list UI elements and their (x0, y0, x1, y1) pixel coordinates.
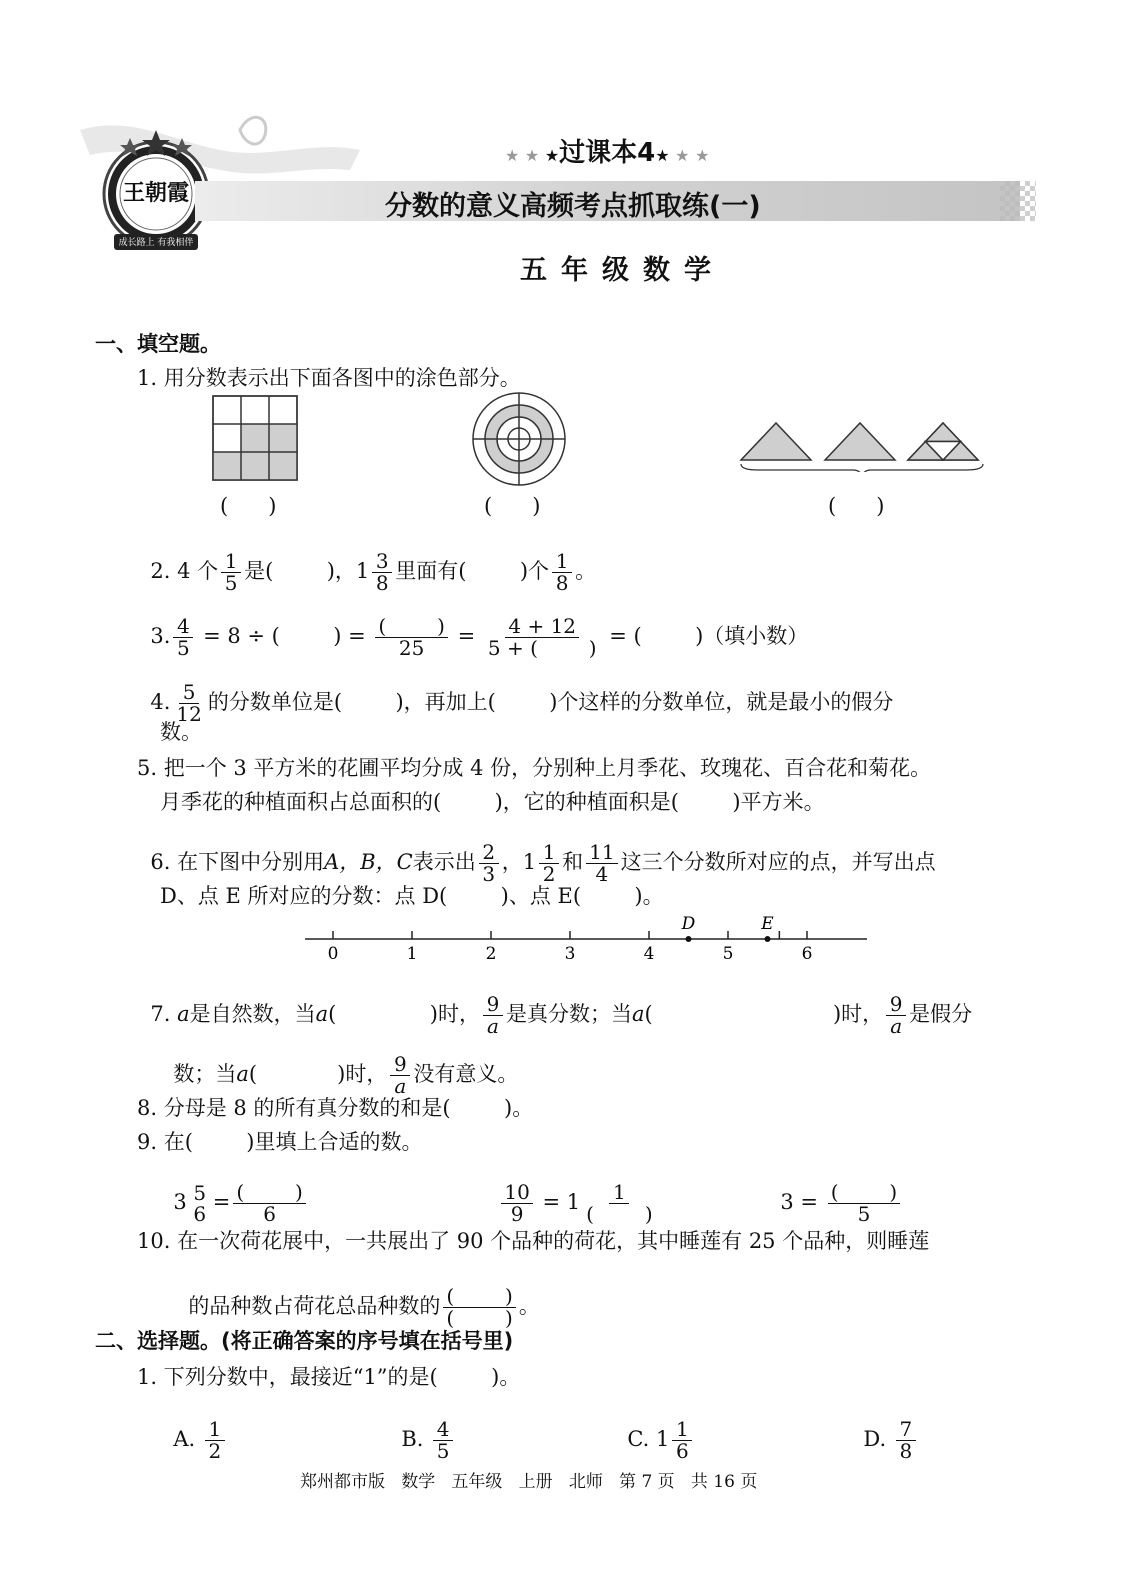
point-D (686, 936, 692, 942)
question-7-cont: 数；当a( )时， $\frac{9}{a}$ 没有意义。 (173, 1052, 519, 1098)
answer-blank[interactable]: ( ) (484, 494, 541, 518)
question-7: 7. a是自然数，当a( )时， $\frac{9}{a}$ 是真分数；当a( )时， $\frac{9}{a}$ 是假分 (150, 992, 973, 1038)
page-footer: 郑州都市版 数学 五年级 上册 北师 第 7 页 共 16 页 (300, 1472, 758, 1492)
fraction: $\frac{1}{2}$ (205, 1419, 225, 1462)
fraction: $\frac{1}{5}$ (221, 551, 241, 594)
tick-label: 2 (485, 944, 497, 964)
fraction: $\frac{4}{5}$ (433, 1419, 453, 1462)
question-4-cont: 数。 (160, 720, 202, 744)
question-8: 8. 分母是 8 的所有真分数的和是( )。 (137, 1096, 534, 1120)
figure-circle (470, 390, 568, 492)
fraction: $\frac{( )}{25}$ (375, 616, 447, 659)
question-9: 9. 在( )里填上合适的数。 (137, 1130, 423, 1154)
answer-blank[interactable]: ( ) (828, 494, 885, 518)
fraction: $\frac{( )}{5}$ (828, 1182, 900, 1225)
star-icon: ★ (655, 146, 670, 165)
answer-blank[interactable]: ( ) (220, 494, 277, 518)
tick-label: 4 (643, 944, 655, 964)
page-title: 分数的意义高频考点抓取练(一) (385, 191, 761, 222)
page-subtitle: 五年级数学 (520, 255, 725, 286)
fraction: $\frac{9}{a}$ (390, 1054, 410, 1097)
fraction: $\frac{( )}{6}$ (233, 1182, 305, 1225)
q9-eq-a: 3 5 6 = $\frac{( )}{6}$ (160, 1158, 309, 1225)
tick-label: 0 (327, 944, 339, 964)
point-label: D (681, 914, 696, 934)
fraction: $\frac{3}{8}$ (372, 551, 392, 594)
series-label: ★ ★ ★过课本4★ ★ ★ (505, 138, 710, 168)
fraction: $\frac{2}{3}$ (479, 842, 499, 885)
question-3: 3. $\frac{4}{5}$ = 8 ÷ ( ) = $\frac{( )}{25}$ = $\frac{4 + 12}{5 + ( )}$ = ( )（填小数） (150, 614, 809, 660)
fraction: $\frac{7}{8}$ (896, 1419, 916, 1462)
question-1: 1. 用分数表示出下面各图中的涂色部分。 (137, 366, 521, 390)
point-label: E (761, 914, 774, 934)
fraction: $\frac{1}{8}$ (552, 551, 572, 594)
question-6: 6. 在下图中分别用A，B，C表示出 $\frac{2}{3}$ ，1 $\frac{1}{2}$ 和 $\frac{11}{4}$ 这三个分数所对应的点，并写出点 (150, 840, 936, 886)
choice-question-1: 1. 下列分数中，最接近“1”的是( )。 (137, 1365, 521, 1389)
star-icon: ★ (544, 146, 560, 165)
question-6-cont: D、点 E 所对应的分数：点 D( )、点 E( )。 (160, 884, 664, 908)
section-heading: 一、填空题。 (95, 332, 221, 356)
option-d[interactable]: D. $\frac{7}{8}$ (850, 1395, 919, 1462)
question-10-cont: 的品种数占荷花总品种数的 $\frac{( )}{( )}$ 。 (188, 1284, 540, 1330)
fraction: $\frac{4}{5}$ (173, 616, 193, 659)
option-b[interactable]: B. $\frac{4}{5}$ (388, 1395, 456, 1462)
question-2: 2. 4 个 $\frac{1}{5}$ 是( )，1 $\frac{3}{8}$ 里面有( )个 $\frac{1}{8}$ 。 (150, 549, 597, 595)
star-icon: ★ ★ (669, 146, 710, 165)
logo-text: 王朝霞 (122, 180, 189, 206)
fraction: $\frac{9}{a}$ (483, 994, 503, 1037)
tick-label: 5 (722, 944, 734, 964)
number-line (300, 908, 870, 972)
question-5: 5. 把一个 3 平方米的花圃平均分成 4 份，分别种上月季花、玫瑰花、百合花和菊花。 (137, 756, 932, 780)
tick-label: 1 (406, 944, 418, 964)
section-heading: 二、选择题。(将正确答案的序号填在括号里) (95, 1329, 514, 1353)
figure-grid (212, 395, 298, 485)
question-5-cont: 月季花的种植面积占总面积的( )，它的种植面积是( )平方米。 (160, 790, 825, 814)
fraction: $\frac{11}{4}$ (586, 842, 617, 885)
question-4: 4. $\frac{5}{12}$ 的分数单位是( )，再加上( )个这样的分数单位，就是最小的假分 (150, 680, 894, 726)
option-c[interactable]: C. 1 $\frac{1}{6}$ (614, 1395, 695, 1462)
question-10: 10. 在一次荷花展中，一共展出了 90 个品种的荷花，其中睡莲有 25 个品种，则睡莲 (137, 1229, 930, 1253)
banner-pattern (1000, 181, 1036, 221)
tick-label: 6 (801, 944, 813, 964)
logo-slogan: 成长路上 有我相伴 (118, 238, 194, 248)
fraction: $\frac{5}{12}$ (176, 680, 202, 726)
fraction: $\frac{10}{9}$ (501, 1182, 532, 1225)
fraction: $\frac{1}{( )}$ (586, 1180, 653, 1226)
point-E (765, 936, 771, 942)
fraction: $\frac{9}{a}$ (886, 994, 906, 1037)
option-a[interactable]: A. $\frac{1}{2}$ (160, 1395, 228, 1462)
fraction: $\frac{1}{2}$ (539, 842, 559, 885)
fraction: $\frac{( )}{( )}$ (443, 1286, 515, 1329)
star-icon: ★ ★ (505, 146, 545, 165)
q9-eq-c: 3 = $\frac{( )}{5}$ (767, 1158, 903, 1225)
figure-triangles (738, 420, 988, 476)
fraction: $\frac{4 + 12}{5 + ( )}$ (487, 614, 597, 660)
tick-label: 3 (564, 944, 576, 964)
q9-eq-b: $\frac{10}{9}$ = 1 $\frac{1}{( )}$ (485, 1158, 659, 1225)
fraction: $\frac{1}{6}$ (672, 1419, 692, 1462)
